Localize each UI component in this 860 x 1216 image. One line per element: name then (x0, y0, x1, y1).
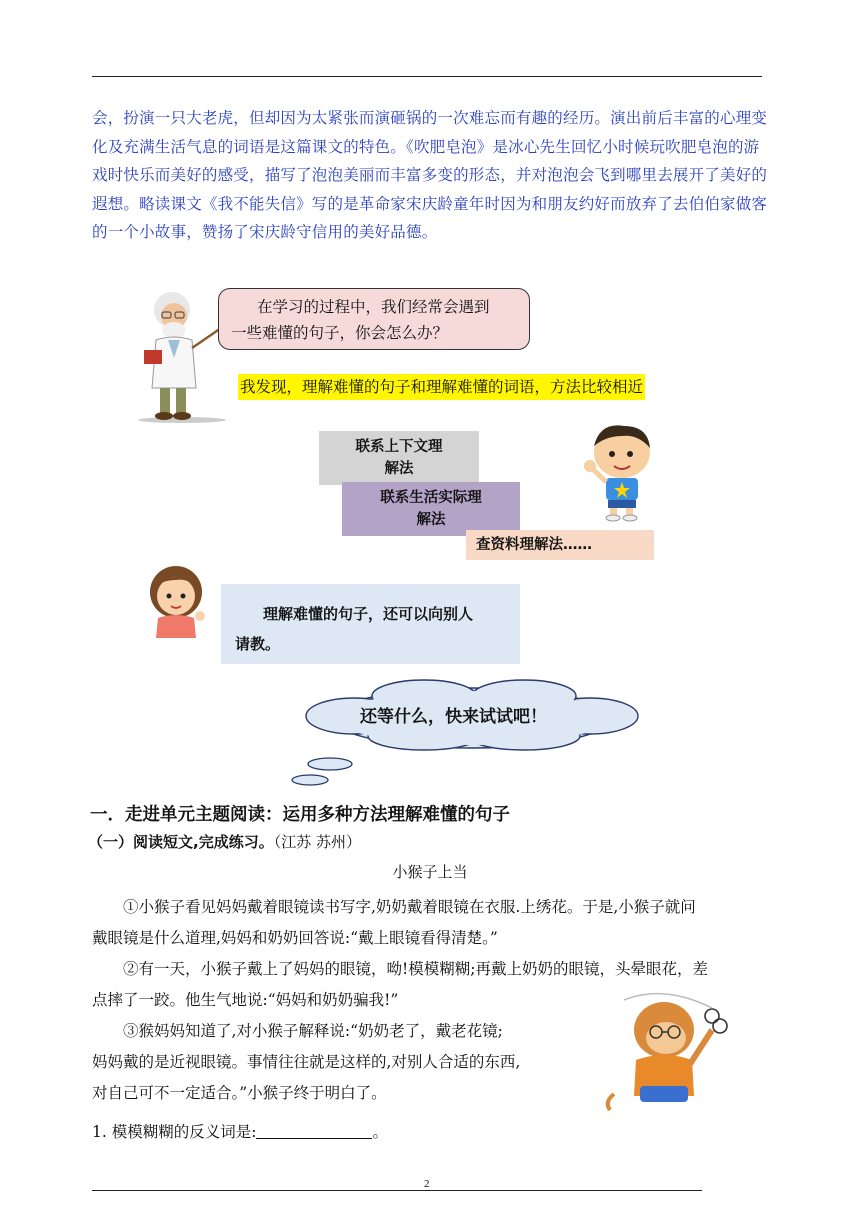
bubble-line-2: 一些难懂的句子，你会怎么办？ (231, 324, 449, 342)
story-title: 小猴子上当 (392, 863, 468, 881)
girl-tip-box (221, 584, 520, 664)
teacher-illustration (132, 288, 232, 424)
section-title: 一．走进单元主题阅读：运用多种方法理解难懂的句子 (90, 805, 510, 825)
page-number: 2 (424, 1178, 430, 1190)
teacher-speech-bubble (218, 288, 530, 350)
p2-line2: 点摔了一跤。他生气地说:“妈妈和奶奶骗我!” (92, 991, 399, 1009)
story-paragraph-3 (92, 1016, 588, 1109)
method-context-box (319, 431, 479, 485)
header-rule (92, 76, 762, 77)
thought-cloud (284, 678, 660, 788)
girl-tip-line1: 理解难懂的句子，还可以向别人 (263, 605, 474, 623)
p1-line1: ①小猴子看见妈妈戴着眼镜读书写字,奶奶戴着眼镜在衣服.上绣花。于是,小猴子就问 (123, 898, 696, 916)
answer-blank[interactable] (256, 1120, 372, 1139)
method-life-line2: 解法 (416, 512, 446, 528)
girl-illustration (140, 562, 214, 640)
p3-line1: ③猴妈妈知道了,对小猴子解释说:“奶奶老了，戴老花镜; (123, 1022, 503, 1040)
boy-illustration (578, 420, 662, 522)
girl-tip-line2: 请教。 (235, 635, 281, 653)
p1-line2: 戴眼镜是什么道理,妈妈和奶奶回答说:“戴上眼镜看得清楚。” (92, 929, 498, 947)
cloud-text: 还等什么，快来试试吧！ (360, 707, 547, 727)
subsection-title (88, 830, 361, 854)
p3-line3: 对自己可不一定适合。”小猴子终于明白了。 (92, 1084, 387, 1102)
subsection-label: （一）阅读短文,完成练习。 (88, 833, 274, 851)
method-context-line2: 解法 (384, 461, 414, 477)
method-context-line1: 联系上下文理 (355, 439, 443, 455)
p3-line2: 妈妈戴的是近视眼镜。事情往往就是这样的,对别人合适的东西, (92, 1053, 521, 1071)
highlighted-finding: 我发现，理解难懂的句子和理解难懂的词语，方法比较相近 (238, 374, 645, 400)
monkey-illustration (594, 990, 734, 1112)
question-1-end: 。 (372, 1123, 388, 1141)
footer-rule (92, 1190, 702, 1191)
subsection-source: （江苏 苏州） (273, 833, 361, 851)
p2-line1: ②有一天，小猴子戴上了妈妈的眼镜，呦!模模糊糊;再戴上奶奶的眼镜，头晕眼花，差 (123, 960, 708, 978)
intro-paragraph: 会，扮演一只大老虎，但却因为太紧张而演砸锅的一次难忘而有趣的经历。演出前后丰富的心理变化及充满生活气息的词语是这篇课文的特色。《吹肥皂泡》是冰心先生回忆小时候玩吹肥皂泡的游戏时快乐而美好的感受，描写了泡泡美丽而丰富多变的形态，并对泡泡会飞到哪里去展开了美好的遐想。略读课文《我不能失信》写的是革命家宋庆龄童年时因为和朋友约好而放弃了去伯伯家做客的一个小故事，赞扬了宋庆龄守信用的美好品德。 (92, 109, 768, 241)
method-research-box: 查资料理解法…… (466, 530, 654, 560)
method-life-line1: 联系生活实际理 (380, 490, 482, 506)
question-1 (92, 1118, 388, 1146)
question-1-text: 1. 模模糊糊的反义词是: (92, 1123, 257, 1141)
method-life-box (342, 482, 520, 536)
bubble-line-1: 在学习的过程中，我们经常会遇到 (257, 298, 490, 316)
story-paragraph-1 (92, 892, 782, 954)
